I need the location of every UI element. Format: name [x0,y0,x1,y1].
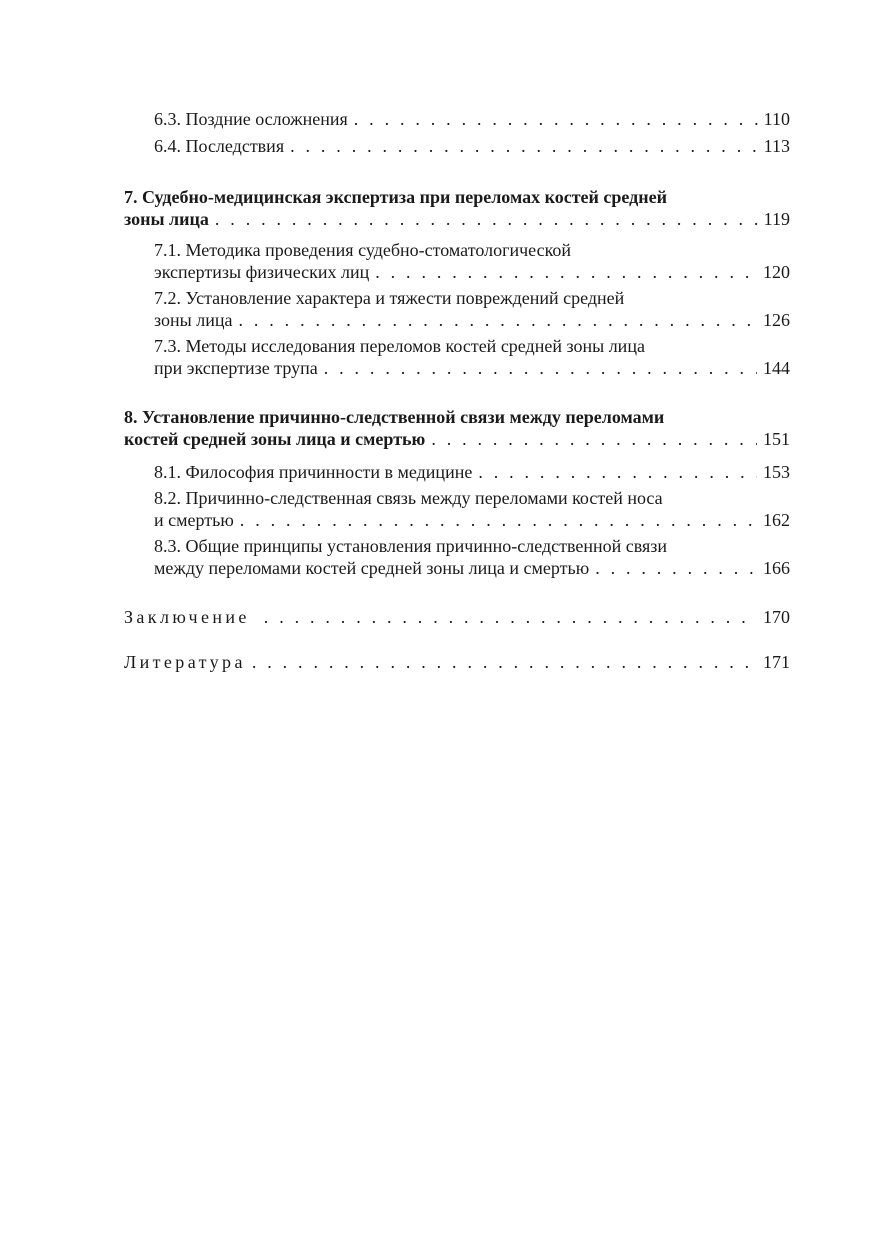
toc-entry-8-1[interactable] [154,461,790,483]
toc-entry-6-4[interactable] [154,135,790,157]
toc-chapter-7[interactable] [124,208,790,230]
toc-entry-8-3-title-line1: 8.3. Общие принципы установления причинно-следственной связи [154,536,668,556]
leader-dots [478,461,757,483]
toc-entry-6-3[interactable] [154,108,790,130]
toc-entry-8-2[interactable] [154,509,790,531]
leader-dots [238,309,757,331]
toc-entry-8-3[interactable] [154,557,790,579]
toc-entry-7-3-title-line1: 7.3. Методы исследования переломов костей средней зоны лица [154,336,645,356]
toc-entry-title: при экспертизе трупа [154,358,318,378]
toc-entry-title: Литература [124,652,246,672]
toc-page-number: 151 [763,429,790,449]
toc-literature[interactable] [124,651,790,673]
toc-chapter-7-title-line1: 7. Судебно-медицинская экспертиза при переломах костей средней [124,187,667,207]
toc-chapter-8[interactable] [124,428,790,450]
toc-entry-title: и смертью [154,510,234,530]
toc-page-number: 110 [763,109,790,129]
toc-page-number: 119 [763,209,790,229]
leader-dots [595,557,757,579]
leader-dots [252,651,757,673]
toc-page-number: 153 [763,462,790,482]
toc-page-number: 171 [763,652,790,672]
toc-entry-8-2-title-line1: 8.2. Причинно-следственная связь между переломами костей носа [154,488,663,508]
toc-entry-title: 8.1. Философия причинности в медицине [154,462,473,482]
toc-entry-title: костей средней зоны лица и смертью [124,429,426,449]
toc-entry-7-1-title-line1: 7.1. Методика проведения судебно-стоматологической [154,240,572,260]
leader-dots [240,509,757,531]
toc-entry-title: между переломами костей средней зоны лица и смертью [154,558,590,578]
leader-dots [431,428,757,450]
toc-page-number: 144 [763,358,790,378]
toc-entry-title: зоны лица [124,209,209,229]
leader-dots [354,108,758,130]
toc-page-number: 126 [763,310,790,330]
toc-entry-title: экспертизы физических лиц [154,262,370,282]
leader-dots [375,261,757,283]
leader-dots [264,606,757,628]
leader-dots [215,208,758,230]
toc-entry-7-3[interactable] [154,357,790,379]
toc-entry-title: 6.3. Поздние осложнения [154,109,348,129]
toc-entry-7-1[interactable] [154,261,790,283]
toc-page-number: 113 [763,136,790,156]
toc-page-number: 170 [763,607,790,627]
toc-entry-7-2[interactable] [154,309,790,331]
leader-dots [324,357,757,379]
leader-dots [290,135,758,157]
toc-entry-title: 6.4. Последствия [154,136,285,156]
toc-entry-7-2-title-line1: 7.2. Установление характера и тяжести повреждений средней [154,288,625,308]
toc-chapter-8-title-line1: 8. Установление причинно-следственной связи между переломами [124,407,665,427]
toc-page-number: 166 [763,558,790,578]
toc-entry-title: Заключение [124,607,250,627]
toc-page-number: 162 [763,510,790,530]
toc-page-number: 120 [763,262,790,282]
toc-entry-title: зоны лица [154,310,233,330]
toc-conclusion[interactable] [124,606,790,628]
